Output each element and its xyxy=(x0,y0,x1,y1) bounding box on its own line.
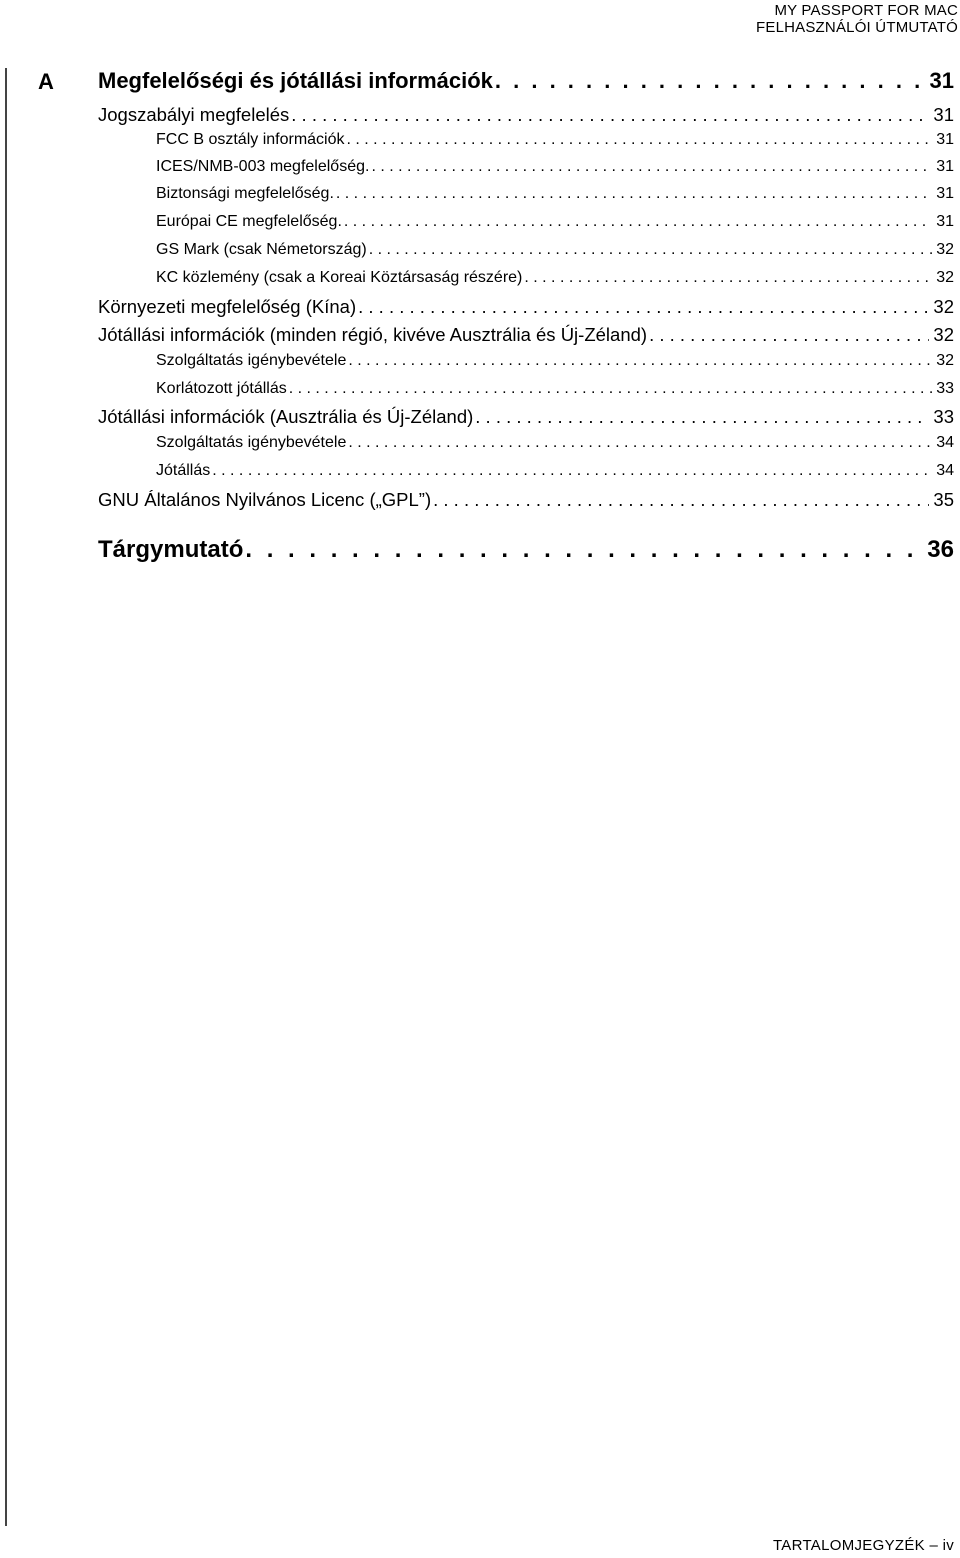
dot-leader xyxy=(649,324,929,346)
toc-entry-page: 31 xyxy=(933,104,954,125)
toc-entry-label: Szolgáltatás igénybevétele xyxy=(156,352,347,369)
toc-subentry[interactable] xyxy=(98,462,954,480)
toc-entry-label: Megfelelőségi és jótállási információk xyxy=(98,68,493,93)
toc-entry-label: Jogszabályi megfelelés xyxy=(98,104,290,125)
running-footer xyxy=(773,1537,954,1554)
toc-entry-label: Tárgymutató xyxy=(98,536,244,563)
toc-subentry[interactable] xyxy=(98,131,954,149)
toc-entry-label: Biztonsági megfelelőség. xyxy=(156,185,334,202)
toc-chapter-entry[interactable] xyxy=(98,68,954,94)
toc-subentry[interactable] xyxy=(98,269,954,287)
running-header xyxy=(756,2,958,36)
toc-entry-page: 32 xyxy=(936,352,954,369)
toc-subentry[interactable] xyxy=(98,185,954,203)
toc-entry-page: 32 xyxy=(936,269,954,286)
toc-subentry[interactable] xyxy=(98,241,954,259)
toc-entry-label: Környezeti megfelelőség (Kína) xyxy=(98,296,357,317)
toc-subentry[interactable] xyxy=(98,158,954,176)
margin-rule xyxy=(5,68,7,1526)
toc-entry-page: 31 xyxy=(936,158,954,175)
toc-subentry[interactable] xyxy=(98,352,954,370)
toc-entry-label: Szolgáltatás igénybevétele xyxy=(156,434,347,451)
toc-subentry[interactable] xyxy=(98,434,954,452)
chapter-letter: A xyxy=(38,69,54,94)
footer-page-number: iv xyxy=(942,1537,954,1554)
toc-entry-page: 34 xyxy=(936,462,954,479)
dot-leader xyxy=(336,185,932,203)
toc-entry-page: 31 xyxy=(936,213,954,230)
dot-leader xyxy=(348,352,932,370)
dot-leader xyxy=(212,462,932,480)
toc-entry[interactable] xyxy=(98,406,954,428)
toc-entry-label: GNU Általános Nyilvános Licenc („GPL”) xyxy=(98,489,432,510)
dot-leader xyxy=(524,269,932,287)
dot-leader xyxy=(347,131,933,149)
toc-entry-label: Jótállási információk (minden régió, kivéve Ausztrália és Új-Zéland) xyxy=(98,324,648,345)
dot-leader xyxy=(245,536,923,564)
toc-subentry[interactable] xyxy=(98,213,954,231)
dot-leader xyxy=(289,380,932,398)
dot-leader xyxy=(348,434,932,452)
footer-section-title: TARTALOMJEGYZÉK xyxy=(772,1537,925,1554)
toc-entry[interactable] xyxy=(98,489,954,511)
toc-entry-page: 31 xyxy=(936,131,954,148)
toc-entry-label: Korlátozott jótállás xyxy=(156,380,287,397)
toc-entry-page: 32 xyxy=(933,324,954,345)
dot-leader xyxy=(358,296,929,318)
dot-leader xyxy=(291,104,929,126)
toc-entry-label: Európai CE megfelelőség. xyxy=(156,213,342,230)
toc-entry-label: Jótállás xyxy=(156,462,211,479)
toc-entry[interactable] xyxy=(98,296,954,318)
dot-leader xyxy=(369,241,932,259)
dot-leader xyxy=(433,489,929,511)
header-product-title: MY PASSPORT FOR MAC xyxy=(774,2,958,19)
toc-entry[interactable] xyxy=(98,104,954,126)
toc-entry-label: GS Mark (csak Németország) xyxy=(156,241,367,258)
toc-entry[interactable] xyxy=(98,324,954,346)
toc-entry-page: 33 xyxy=(933,406,954,427)
dot-leader xyxy=(475,406,929,428)
dot-leader xyxy=(495,68,926,94)
toc-entry-page: 36 xyxy=(927,536,954,563)
toc-subentry[interactable] xyxy=(98,380,954,398)
toc-entry-label: KC közlemény (csak a Koreai Köztársaság részére) xyxy=(156,269,523,286)
toc-entry-page: 32 xyxy=(936,241,954,258)
toc-entry-page: 34 xyxy=(936,434,954,451)
toc-index-entry[interactable] xyxy=(98,536,954,564)
toc-entry-page: 32 xyxy=(933,296,954,317)
header-manual-title: FELHASZNÁLÓI ÚTMUTATÓ xyxy=(756,19,958,36)
toc-entry-label: Jótállási információk (Ausztrália és Új-Zéland) xyxy=(98,406,474,427)
toc-entry-page: 31 xyxy=(929,68,954,93)
toc-entry-page: 33 xyxy=(936,380,954,397)
dot-leader xyxy=(371,158,932,176)
toc-entry-label: ICES/NMB-003 megfelelőség. xyxy=(156,158,370,175)
toc-entry-page: 31 xyxy=(936,185,954,202)
dot-leader xyxy=(344,213,932,231)
toc-entry-label: FCC B osztály információk xyxy=(156,131,345,148)
toc-entry-page: 35 xyxy=(933,489,954,510)
footer-dash: – xyxy=(929,1537,939,1554)
